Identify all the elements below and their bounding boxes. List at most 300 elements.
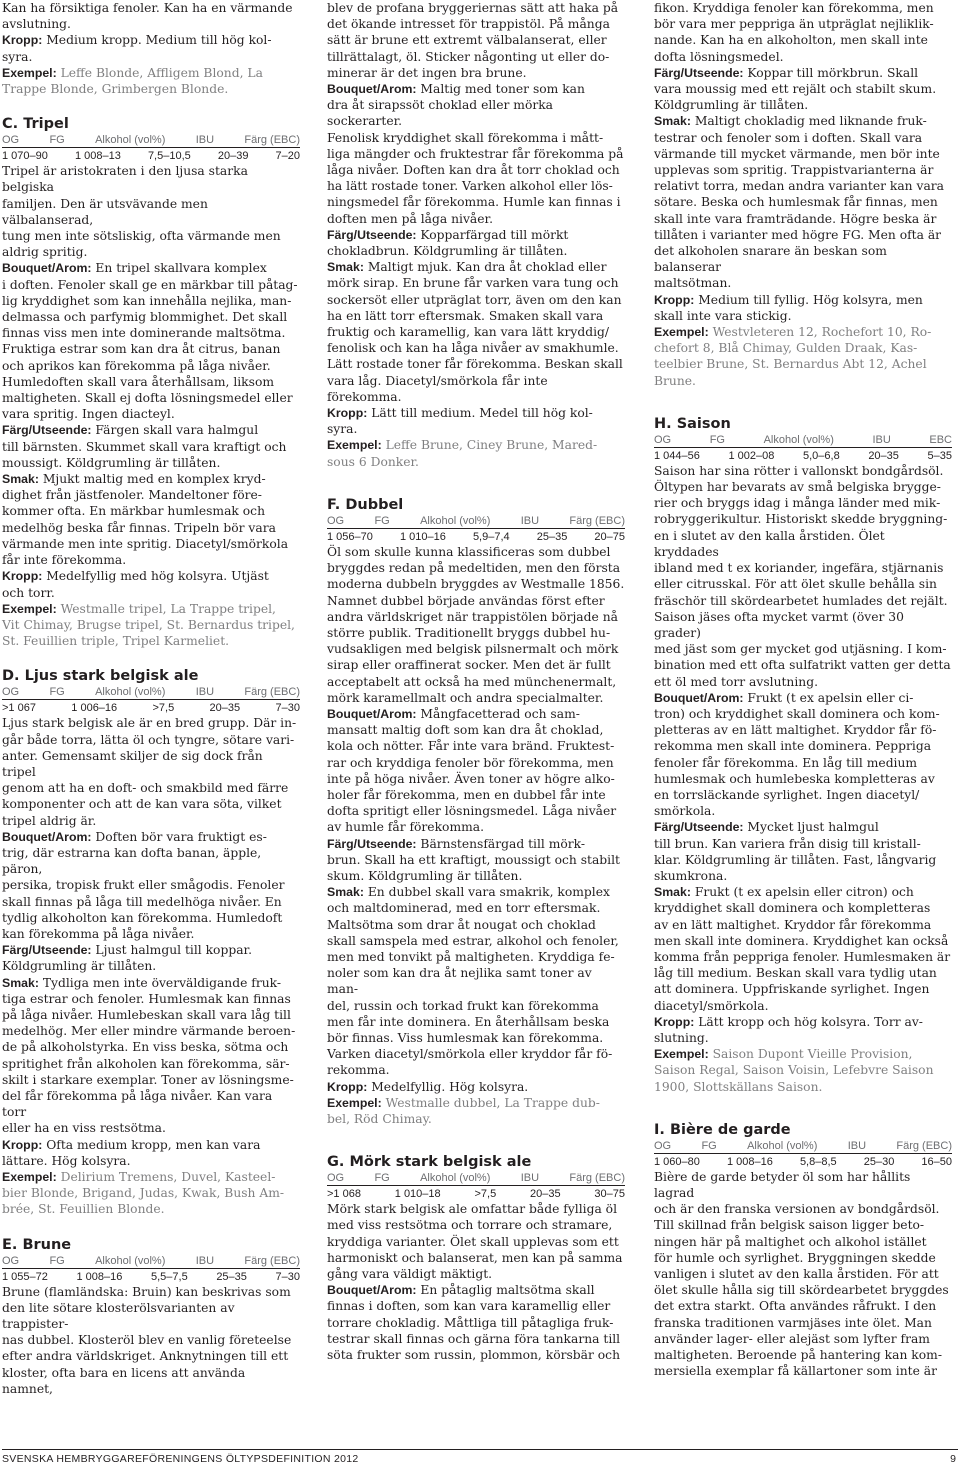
brune-bouquet-line [327, 81, 625, 97]
saison-description: ett öl med torr avslutning. [654, 674, 818, 689]
saison-smak-text: kryddighet skall dominera och kompletteras [654, 901, 931, 916]
mork-description: harmoniskt och balanserat, men kan på samma [327, 1250, 623, 1265]
saison-farg-line [654, 852, 952, 868]
biere-spec-headers [654, 1139, 952, 1153]
mork-bouquet-text: finnas i doften, som kan vara karamellig eller [327, 1299, 611, 1314]
mork-exempel-text: Brune. [654, 373, 696, 388]
brune-smak-text: sockersöt eller utpräglat torr, även om den kan [327, 292, 622, 307]
brune-farg-text: Kopparfärgad till mörkt [416, 227, 569, 242]
tripel-smak-line [2, 471, 300, 487]
spec-value: 1 008–16 [76, 1270, 123, 1283]
dubbel-bouquet-text: mansatt maltig doft som kan dra åt choklad, [327, 723, 604, 738]
spec-value: 5,0–6,8 [803, 449, 840, 462]
biere-description: vanligen i slutet av den kalla årstiden. För att [654, 1267, 939, 1282]
saison-kropp-text: slutning. [654, 1030, 709, 1045]
mork-bouquet-text: En påtaglig maltsötma skall [416, 1283, 595, 1298]
tripel-exempel-label: Exempel: [2, 601, 57, 616]
ljus-smak-line [2, 1072, 300, 1088]
saison-description: robryggerikultur. Historiskt skedde bryggning- [654, 512, 948, 527]
brune-bouquet-line [327, 130, 625, 146]
dubbel-exempel-line [327, 1095, 625, 1111]
dubbel-smak-text: men med tonvikt på maltigheten. Kryddiga fe- [327, 949, 615, 964]
mork-exempel-label: Exempel: [654, 325, 709, 340]
mork-bouquet-line [327, 1315, 625, 1331]
column-3 [654, 0, 952, 1379]
saison-exempel-text: Saison Dupont Vieille Provision, [708, 1047, 913, 1062]
ljus-bouquet-line [2, 877, 300, 893]
ljus-exempel-text: bier Blonde, Brigand, Judas, Kwak, Bush Am- [2, 1186, 285, 1201]
mork-farg-text: Koppar till mörkbrun. Skall [743, 65, 919, 80]
tripel-farg-text: Färgen skall vara halmgul [91, 423, 259, 438]
mork-smak-text: värmande till mycket värmande, men bör inte [654, 146, 940, 161]
spec-value: 25–35 [536, 530, 568, 543]
dubbel-farg-line [327, 868, 625, 884]
brune-kropp-label: Kropp: [327, 406, 368, 421]
dubbel-smak-text: bör finnas. Viss humlesmak kan förekomma. [327, 1030, 604, 1045]
dubbel-exempel-line [327, 1111, 625, 1127]
tripel-description: tung men inte sötsliskig, ofta värmande men [2, 229, 281, 244]
saison-spec-values [654, 447, 952, 463]
brune-smak-text: ha en lätt torr eftersmak. Smaken skall vara [327, 308, 604, 323]
ljus-description: går både torra, lätta öl och tyngre, sötare vari- [2, 732, 295, 747]
spec-header: FG [49, 134, 65, 147]
spec-value: 7,5–10,5 [147, 150, 191, 163]
brune-smak-line [327, 259, 625, 275]
brune-bouquet-line [327, 146, 625, 162]
brune-bouquet-line [327, 194, 625, 210]
dubbel-description: moderna dubbeln bryggdes av Westmalle 1856. [327, 577, 625, 592]
ljus-smak-line [2, 1023, 300, 1039]
tripel-smak-line [2, 520, 300, 536]
brune-smak-text: fruktig och karamellig, kan vara lätt kryddig/ [327, 325, 610, 340]
saison-bouquet-text: en torrsläckande syrlighet. Ingen diacetyl/ [654, 787, 920, 802]
footer-rule [2, 1449, 958, 1450]
brune-spec-values [2, 1268, 300, 1284]
ljus-bouquet-line [2, 845, 300, 877]
mork-kropp-label: Kropp: [654, 292, 695, 307]
saison-smak-line [654, 900, 952, 916]
mork-bouquet-text: torrare chokladig. Måttliga till påtagliga fruk- [327, 1315, 614, 1330]
footer-title: SVENSKA HEMBRYGGAREFÖRENINGENS ÖLTYPSDEFINITION 2012 [2, 1453, 359, 1465]
brune-farg-line [327, 227, 625, 243]
dubbel-description: mörk karamellmalt och andra specialmalter. [327, 690, 604, 705]
tripel-exempel-text: Westmalle tripel, La Trappe tripel, [56, 601, 276, 616]
dubbel-smak-line [327, 1062, 625, 1078]
mork-bouquet-text: söta frukter som russin, plommon, körsbär och [327, 1348, 620, 1363]
mork-kropp-text: Medium till fyllig. Hög kolsyra, men [694, 292, 923, 307]
ljus-spec-headers [2, 685, 300, 699]
ljus-smak-text: spritighet från alkoholen kan förekomma, sär- [2, 1056, 290, 1071]
ljus-bouquet-line [2, 894, 300, 910]
brune-smak-line [327, 373, 625, 405]
mork-description: bör vara mer peppriga än utpräglat nejliklik- [654, 17, 934, 32]
spec-header: Alkohol (vol%) [420, 514, 491, 527]
saison-smak-line [654, 949, 952, 965]
mork-smak-line [654, 194, 952, 210]
dubbel-bouquet-line [327, 819, 625, 835]
mork-bouquet-line [327, 1347, 625, 1363]
blond-exempel-label: Exempel: [2, 65, 57, 80]
spec-header: IBU [195, 686, 215, 699]
biere-title: I. Bière de garde [654, 1121, 791, 1138]
mork-farg-line [654, 65, 952, 81]
brune-bouquet-text: ha lätt rostade toner. Varken alkohol eller lös- [327, 179, 613, 194]
saison-smak-line [654, 933, 952, 949]
ljus-smak-text: Tydliga men inte överväldigande fruk- [38, 975, 282, 990]
ljus-bouquet-text: skall finnas på låga till medelhöga nivåer. En [2, 894, 282, 909]
mork-smak-line [654, 113, 952, 129]
mork-exempel-line [654, 356, 952, 372]
brune-farg-text: chokladbrun. Köldgrumling är tillåten. [327, 244, 568, 259]
saison-farg-text: klar. Köldgrumling är tillåten. Fast, långvarig [654, 852, 937, 867]
ljus-spec-values [2, 699, 300, 715]
dubbel-bouquet-line [327, 755, 625, 771]
mork-farg-text: Köldgrumling är tillåten. [654, 98, 809, 113]
spacer [327, 1127, 625, 1153]
dubbel-bouquet-line [327, 706, 625, 722]
tripel-kropp-text: Medelfyllig med hög kolsyra. Utjäst [42, 569, 269, 584]
spec-header: OG [2, 134, 20, 147]
mork-farg-text: vara moussig med ett rejält och stabilt skum. [654, 82, 937, 97]
spec-header: Färg (EBC) [569, 514, 625, 527]
brune-bouquet-text: dra åt sirapssöt choklad eller mörka sockerarter. [327, 98, 554, 129]
spec-value: 5,9–7,4 [472, 530, 510, 543]
blond-exempel-text: Leffe Blonde, Affligem Blond, La [56, 65, 263, 80]
saison-description: fräschör till skördearbetet humlades det rejält. [654, 593, 948, 608]
spec-value: 1 056–70 [327, 530, 373, 543]
ljus-smak-line [2, 1088, 300, 1120]
dubbel-smak-line [327, 884, 625, 900]
saison-title: H. Saison [654, 415, 731, 432]
mork-description: Mörk stark belgisk ale omfattar både fylliga öl [327, 1202, 618, 1217]
spec-header: Färg (EBC) [244, 134, 300, 147]
mork-smak-text: tillåten i varianter med högre FG. Men ofta är [654, 227, 942, 242]
brune-bouquet-line [327, 211, 625, 227]
saison-smak-line [654, 965, 952, 981]
biere-description: franska traditionen varmjäses inte ölet. Man [654, 1315, 932, 1330]
biere-description: för humle och syrlighet. Bryggningen skedde [654, 1250, 936, 1265]
brune-smak-line [327, 356, 625, 372]
tripel-exempel-text: Vit Chimay, Brugse tripel, St. Bernardus tripel, [2, 617, 295, 632]
tripel-bouquet-text: Humledoften skall vara återhållsam, liksom [2, 374, 275, 389]
ljus-bouquet-line [2, 829, 300, 845]
page-number: 9 [950, 1453, 956, 1465]
ljus-smak-line [2, 1120, 300, 1136]
tripel-description: aldrig spritig. [2, 245, 88, 260]
spec-header: Färg (EBC) [896, 1139, 952, 1152]
ljus-bouquet-text: kan förekomma på låga nivåer. [2, 926, 195, 941]
tripel-bouquet-text: lig kryddighet som kan innehålla nejlika, man- [2, 293, 292, 308]
spec-header: Färg (EBC) [569, 1172, 625, 1185]
saison-spec-headers [654, 433, 952, 447]
tripel-bouquet-label: Bouquet/Arom: [2, 261, 92, 276]
spec-header: IBU [520, 514, 540, 527]
mork-kropp-line [654, 308, 952, 324]
spec-value: 16–50 [921, 1155, 952, 1168]
tripel-smak-text: får inte förekomma. [2, 553, 127, 568]
spacer [654, 389, 952, 415]
blond-kropp-label: Kropp: [2, 33, 43, 48]
brune-smak-text: Maltigt mjuk. Kan dra åt choklad eller [363, 260, 607, 275]
ljus-title: D. Ljus stark belgisk ale [2, 668, 199, 685]
spec-header: IBU [195, 134, 215, 147]
dubbel-smak-text: Maltsötma som drar åt nougat och choklad [327, 917, 596, 932]
tripel-bouquet-text: vara spritig. Ingen diacteyl. [2, 407, 175, 422]
saison-smak-text: av en lätt maltighet. Kryddor får förekomma [654, 917, 932, 932]
brune-smak-line [327, 275, 625, 291]
dubbel-kropp-text: Medelfyllig. Hög kolsyra. [367, 1079, 529, 1094]
intro-text: Kan ha försiktiga fenoler. Kan ha en värmande [2, 1, 293, 15]
mork-smak-text: testrar och fenoler som i doften. Skall vara [654, 130, 923, 145]
blond-kropp-line [2, 49, 300, 65]
spec-header: IBU [195, 1254, 215, 1267]
dubbel-spec-headers [327, 514, 625, 528]
brune-exempel-text: Leffe Brune, Ciney Brune, Mared- [381, 438, 598, 453]
spacer [654, 1095, 952, 1121]
mork-farg-line [654, 97, 952, 113]
ljus-exempel-line [2, 1201, 300, 1217]
mork-smak-text: det alkoholen snarare än beskan som balanserar [654, 244, 887, 275]
spec-value: >1 067 [2, 702, 36, 715]
brune-exempel-text: sous 6 Donker. [327, 454, 419, 469]
dubbel-smak-line [327, 917, 625, 933]
brune-description: blev de profana bryggeriernas sätt att haka på [327, 1, 619, 15]
mork-exempel-text: teelbier Brune, St. Bernardus Abt 12, Achel [654, 357, 927, 372]
saison-smak-text: men skall inte dominera. Kryddighet kan också [654, 933, 949, 948]
spec-value: 5,5–7,5 [151, 1270, 188, 1283]
mork-smak-line [654, 130, 952, 146]
dubbel-bouquet-line [327, 787, 625, 803]
dubbel-farg-text: skum. Köldgrumling är tillåten. [327, 868, 523, 883]
biere-description: Bière de garde betyder öl som har hållits lagrad [654, 1169, 911, 1200]
mork-description: kryddiga varianter. Ölet skall upplevas som ett [327, 1234, 619, 1249]
mork-smak-line [654, 162, 952, 178]
biere-description: Till skillnad från belgisk saison ligger beto- [654, 1218, 925, 1233]
brune-bouquet-line [327, 178, 625, 194]
brune-spec-headers [2, 1254, 300, 1268]
brune-bouquet-line [327, 162, 625, 178]
spec-value: 7–30 [275, 1270, 300, 1283]
ljus-bouquet-label: Bouquet/Arom: [2, 829, 92, 844]
mork-smak-text: upplevas som spritig. Trappistvarianterna är [654, 163, 934, 178]
mork-exempel-text: Westvleteren 12, Rochefort 10, Ro- [708, 325, 932, 340]
dubbel-description: sirap eller oraffinerat socker. Men det är fullt [327, 658, 611, 673]
tripel-exempel-line [2, 633, 300, 649]
ljus-bouquet-text: trig, där estrarna kan dofta banan, äpple, päron, [2, 845, 262, 877]
spec-value: 1 008–13 [74, 150, 121, 163]
saison-farg-text: skumkrona. [654, 868, 728, 883]
ljus-description: tripel aldrig är. [2, 813, 97, 828]
spacer [2, 97, 300, 115]
ljus-exempel-label: Exempel: [2, 1170, 57, 1184]
brune-smak-line [327, 292, 625, 308]
mork-smak-line [654, 243, 952, 275]
dubbel-kropp-line [327, 1079, 625, 1095]
spec-value: 30–75 [594, 1188, 625, 1201]
biere-spec-values [654, 1153, 952, 1169]
saison-smak-text: att dominera. Uppfriskande syrlighet. Ingen [654, 982, 930, 997]
ljus-smak-line [2, 975, 300, 991]
mork-description: fikon. Kryddiga fenoler kan förekomma, men [654, 1, 934, 15]
column-2 [327, 0, 625, 1363]
ljus-kropp-text: Ofta medium kropp, men kan vara [42, 1137, 261, 1152]
brune-bouquet-text: ningsmedel får förekomma. Humle kan finnas i [327, 195, 621, 210]
saison-farg-text: Mycket ljust halmgul [743, 820, 879, 835]
spec-value: >1 068 [327, 1188, 361, 1201]
tripel-bouquet-text: och aprikos kan förekomma på låga nivåer. [2, 358, 271, 373]
spacer [2, 649, 300, 667]
saison-kropp-text: Lätt kropp och hög kolsyra. Torr av- [694, 1014, 923, 1029]
spec-header: OG [654, 1139, 672, 1152]
mork-kropp-text: skall inte vara stickig. [654, 308, 792, 323]
mork-exempel-line [654, 340, 952, 356]
spec-value: 5,8–8,5 [799, 1155, 837, 1168]
blond-exempel-text: Trappe Blonde, Grimbergen Blonde. [2, 82, 229, 97]
blond-kropp-text: syra. [2, 49, 33, 64]
tripel-smak-line [2, 487, 300, 503]
saison-kropp-label: Kropp: [654, 1014, 695, 1029]
dubbel-description: andra världskriget när trappistölen började nå [327, 609, 618, 624]
ljus-bouquet-line [2, 926, 300, 942]
dubbel-smak-line [327, 998, 625, 1014]
dubbel-bouquet-text: av humle får förekomma. [327, 820, 485, 835]
ljus-farg-text: Köldgrumling är tillåten. [2, 959, 157, 974]
dubbel-smak-line [327, 949, 625, 965]
ljus-farg-text: Ljust halmgul till koppar. [91, 943, 252, 958]
spec-value: 25–30 [863, 1155, 895, 1168]
saison-description: Öltypen har bevarats av små belgiska brygge- [654, 480, 941, 495]
mork-spec-headers [327, 1171, 625, 1185]
brune-bouquet-label: Bouquet/Arom: [327, 82, 417, 97]
dubbel-smak-text: del, russin och torkad frukt kan förekomma [327, 998, 599, 1013]
brune-description: sätt är brune ett extremt välbalanserat, eller [327, 33, 607, 48]
brune-smak-text: vara låg. Diacetyl/smörkola får inte förekomma. [327, 373, 548, 404]
saison-farg-line [654, 836, 952, 852]
dubbel-exempel-text: Westmalle dubbel, La Trappe dub- [381, 1095, 600, 1110]
ljus-exempel-text: Delirium Tremens, Duvel, Kasteel- [56, 1170, 276, 1184]
spacer [327, 470, 625, 496]
tripel-farg-label: Färg/Utseende: [2, 423, 92, 438]
brune-smak-text: fenolisk och kan ha låga nivåer av smakhumle. [327, 341, 619, 356]
tripel-bouquet-text: delmassa och parfymig blommighet. Det skall [2, 310, 288, 325]
ljus-exempel-line [2, 1185, 300, 1201]
mork-exempel-line [654, 324, 952, 340]
dubbel-exempel-label: Exempel: [327, 1095, 382, 1110]
mork-bouquet-text: testrar skall finnas och gärna föra tankarna till [327, 1331, 621, 1346]
tripel-smak-line [2, 552, 300, 568]
brune-bouquet-text: liga mängder och fruktestrar får förekomma på [327, 146, 624, 161]
tripel-bouquet-line [2, 406, 300, 422]
tripel-bouquet-text: En tripel skallvara komplex [91, 261, 267, 276]
saison-description: rier och bryggs idag i många länder med mik- [654, 496, 941, 511]
spec-value: 25–35 [216, 1270, 247, 1283]
ljus-smak-text: del får förekomma på låga nivåer. Kan vara torr [2, 1088, 273, 1120]
brune-title: E. Brune [2, 1236, 72, 1253]
dubbel-farg-text: brun. Skall ha ett kraftigt, moussigt och stabilt [327, 852, 620, 867]
tripel-kropp-line [2, 568, 300, 584]
tripel-kropp-label: Kropp: [2, 569, 43, 584]
dubbel-farg-text: Bärnstensfärgad till mörk- [416, 836, 586, 851]
mork-bouquet-line [327, 1331, 625, 1347]
mork-bouquet-line [327, 1298, 625, 1314]
saison-description: eller citrusskal. För att ölet skulle behålla sin [654, 577, 937, 592]
spec-value: 1 060–80 [654, 1155, 700, 1168]
brune-bouquet-text: låga nivåer. Doften kan dra åt torr choklad och [327, 163, 620, 178]
tripel-smak-line [2, 536, 300, 552]
tripel-bouquet-line [2, 325, 300, 341]
tripel-farg-line [2, 439, 300, 455]
spec-header: Färg (EBC) [244, 686, 300, 699]
tripel-bouquet-line [2, 309, 300, 325]
spec-header: IBU [847, 1139, 867, 1152]
spec-header: OG [2, 1254, 20, 1267]
brune-smak-text: mörk sirap. En brune får varken vara tung och [327, 276, 619, 291]
saison-bouquet-line [654, 706, 952, 722]
ljus-farg-line [2, 942, 300, 958]
biere-description: det extra starkt. Ofta användes råfrukt. I den [654, 1299, 937, 1314]
dubbel-smak-text: skall samspela med estrar, alkohol och fenoler, [327, 933, 619, 948]
dubbel-smak-line [327, 1014, 625, 1030]
mork-bouquet-line [327, 1282, 625, 1298]
mork-bouquet-label: Bouquet/Arom: [327, 1283, 417, 1298]
saison-bouquet-text: pletteras av en lätt maltighet. Kryddor får fö- [654, 723, 937, 738]
ljus-exempel-text: brée, St. Feuillien Blonde. [2, 1202, 165, 1217]
spec-value: 1 010–18 [394, 1188, 441, 1201]
tripel-bouquet-line [2, 277, 300, 293]
ljus-farg-line [2, 958, 300, 974]
brune-description: nas dubbel. Klosteröl blev en vanlig företeelse [2, 1333, 292, 1348]
saison-description: en i slutet av den kalla årstiden. Ölet kryddades [654, 528, 885, 559]
tripel-bouquet-line [2, 374, 300, 390]
tripel-farg-text: moussigt. Köldgrumling är tillåten. [2, 455, 221, 470]
dubbel-description: Namnet dubbel började användas först efter [327, 593, 605, 608]
ljus-kropp-label: Kropp: [2, 1137, 43, 1152]
ljus-bouquet-text: Doften bör vara fruktigt es- [91, 829, 267, 844]
dubbel-description: Öl som skulle kunna klassificeras som dubbel [327, 544, 611, 559]
ljus-smak-text: tiga estrar och fenoler. Humlesmak kan finnas [2, 991, 291, 1006]
spec-value: 1 044–56 [654, 449, 700, 462]
ljus-bouquet-text: tydlig alkoholton kan förekomma. Humledoft [2, 910, 283, 925]
brune-bouquet-text: doften men på låga nivåer. [327, 211, 493, 226]
saison-bouquet-line [654, 803, 952, 819]
ljus-description: komponenter och att de kan vara söta, vilket [2, 797, 282, 812]
tripel-exempel-line [2, 601, 300, 617]
saison-description: ibland med t ex koriander, ingefära, stjärnanis [654, 561, 944, 576]
brune-smak-label: Smak: [327, 260, 364, 275]
dubbel-bouquet-text: Mångfacetterad och sam- [416, 706, 580, 721]
dubbel-exempel-text: bel, Röd Chimay. [327, 1112, 432, 1126]
tripel-smak-text: värmande men inte spritig. Diacetyl/smörkola [2, 536, 289, 551]
brune-smak-line [327, 324, 625, 340]
mork-smak-text: sötare. Beska och humlesmak får finnas, men [654, 195, 938, 210]
mork-title: G. Mörk stark belgisk ale [327, 1154, 532, 1171]
saison-smak-line [654, 884, 952, 900]
dubbel-bouquet-line [327, 722, 625, 738]
dubbel-bouquet-text: dofta spritigt eller lösningsmedel. Låga nivåer [327, 804, 617, 819]
dubbel-description: vudsakligen med belgisk pilsnermalt och mörk [327, 642, 619, 657]
ljus-farg-label: Färg/Utseende: [2, 943, 92, 958]
spec-header: Alkohol (vol%) [95, 1254, 166, 1267]
dubbel-kropp-label: Kropp: [327, 1079, 368, 1094]
saison-exempel-text: Saison Regal, Saison Voisin, Lefebvre Saison [654, 1063, 934, 1078]
ljus-smak-text: medelhög. Mer eller mindre värmande beroen- [2, 1024, 296, 1039]
tripel-exempel-line [2, 617, 300, 633]
tripel-bouquet-line [2, 260, 300, 276]
mork-smak-text: skall inte vara framträdande. Högre beska är [654, 211, 937, 226]
tripel-bouquet-line [2, 293, 300, 309]
saison-smak-text: Frukt (t ex apelsin eller citron) och [690, 885, 914, 900]
saison-bouquet-text: fenoler får förekomma. En låg till medium [654, 755, 918, 770]
